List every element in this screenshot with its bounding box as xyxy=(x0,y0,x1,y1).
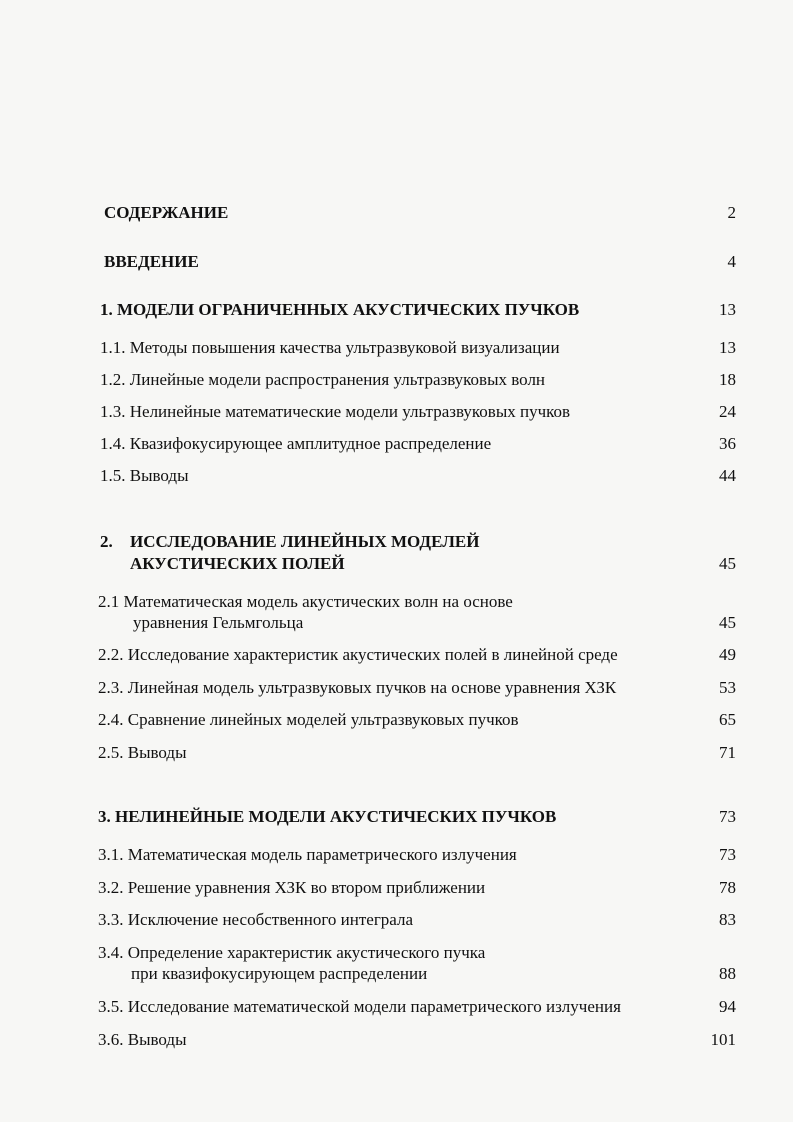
toc-page: 13 xyxy=(719,300,736,319)
toc-page: 2 xyxy=(727,203,736,222)
toc-title: 2.4. Сравнение линейных моделей ультразвуковых пучков xyxy=(98,710,519,729)
toc-page: 94 xyxy=(719,997,736,1016)
toc-page: 101 xyxy=(710,1030,736,1049)
toc-title: 3.1. Математическая модель параметрического излучения xyxy=(98,845,517,864)
toc-page: 24 xyxy=(719,402,736,421)
toc-page: 49 xyxy=(719,645,736,664)
toc-page: 88 xyxy=(719,964,736,983)
toc-title: 3.2. Решение уравнения ХЗК во втором приближении xyxy=(98,878,486,897)
toc-title-line-2: АКУСТИЧЕСКИХ ПОЛЕЙ xyxy=(130,554,345,573)
toc-title: 2.3. Линейная модель ультразвуковых пучков на основе уравнения ХЗК xyxy=(98,678,617,697)
toc-page: 36 xyxy=(719,434,736,453)
toc-title: 1.1. Методы повышения качества ультразвуковой визуализации xyxy=(100,338,560,357)
toc-title-line-2: при квазифокусирующем распределении xyxy=(131,964,428,983)
toc-chapter-number: 2. xyxy=(100,532,113,551)
toc-page: 78 xyxy=(719,878,736,897)
toc-title: 3. НЕЛИНЕЙНЫЕ МОДЕЛИ АКУСТИЧЕСКИХ ПУЧКОВ xyxy=(98,807,557,826)
toc-title: 3.3. Исключение несобственного интеграла xyxy=(98,910,414,929)
toc-title-line-1: ИССЛЕДОВАНИЕ ЛИНЕЙНЫХ МОДЕЛЕЙ xyxy=(130,532,480,551)
toc-page: 71 xyxy=(719,743,736,762)
toc-title: 1.5. Выводы xyxy=(100,466,189,485)
toc-page: 73 xyxy=(719,807,736,826)
toc-title-line-2: уравнения Гельмгольца xyxy=(133,613,304,632)
toc-title-line-1: 2.1 Математическая модель акустических волн на основе xyxy=(98,592,513,611)
toc-title-line-1: 3.4. Определение характеристик акустического пучка xyxy=(98,943,486,962)
toc-title: СОДЕРЖАНИЕ xyxy=(104,203,229,222)
toc-page: 73 xyxy=(719,845,736,864)
toc-page: 45 xyxy=(719,554,736,573)
toc-page: 44 xyxy=(719,466,736,485)
toc-title: 2.5. Выводы xyxy=(98,743,187,762)
toc-page: 65 xyxy=(719,710,736,729)
toc-page: 4 xyxy=(727,252,736,271)
toc-title: ВВЕДЕНИЕ xyxy=(104,252,199,271)
toc-title: 1.3. Нелинейные математические модели ультразвуковых пучков xyxy=(100,402,571,421)
toc-page: 13 xyxy=(719,338,736,357)
toc-page: 53 xyxy=(719,678,736,697)
toc-title: 3.6. Выводы xyxy=(98,1030,187,1049)
toc-title: 1.4. Квазифокусирующее амплитудное распределение xyxy=(100,434,492,453)
toc-title: 2.2. Исследование характеристик акустических полей в линейной среде xyxy=(98,645,618,664)
toc-page: 18 xyxy=(719,370,736,389)
toc-title: 1. МОДЕЛИ ОГРАНИЧЕННЫХ АКУСТИЧЕСКИХ ПУЧКОВ xyxy=(100,300,580,319)
toc-page: 83 xyxy=(719,910,736,929)
toc-title: 3.5. Исследование математической модели параметрического излучения xyxy=(98,997,621,1016)
toc-page: 45 xyxy=(719,613,736,632)
toc-title: 1.2. Линейные модели распространения ультразвуковых волн xyxy=(100,370,546,389)
